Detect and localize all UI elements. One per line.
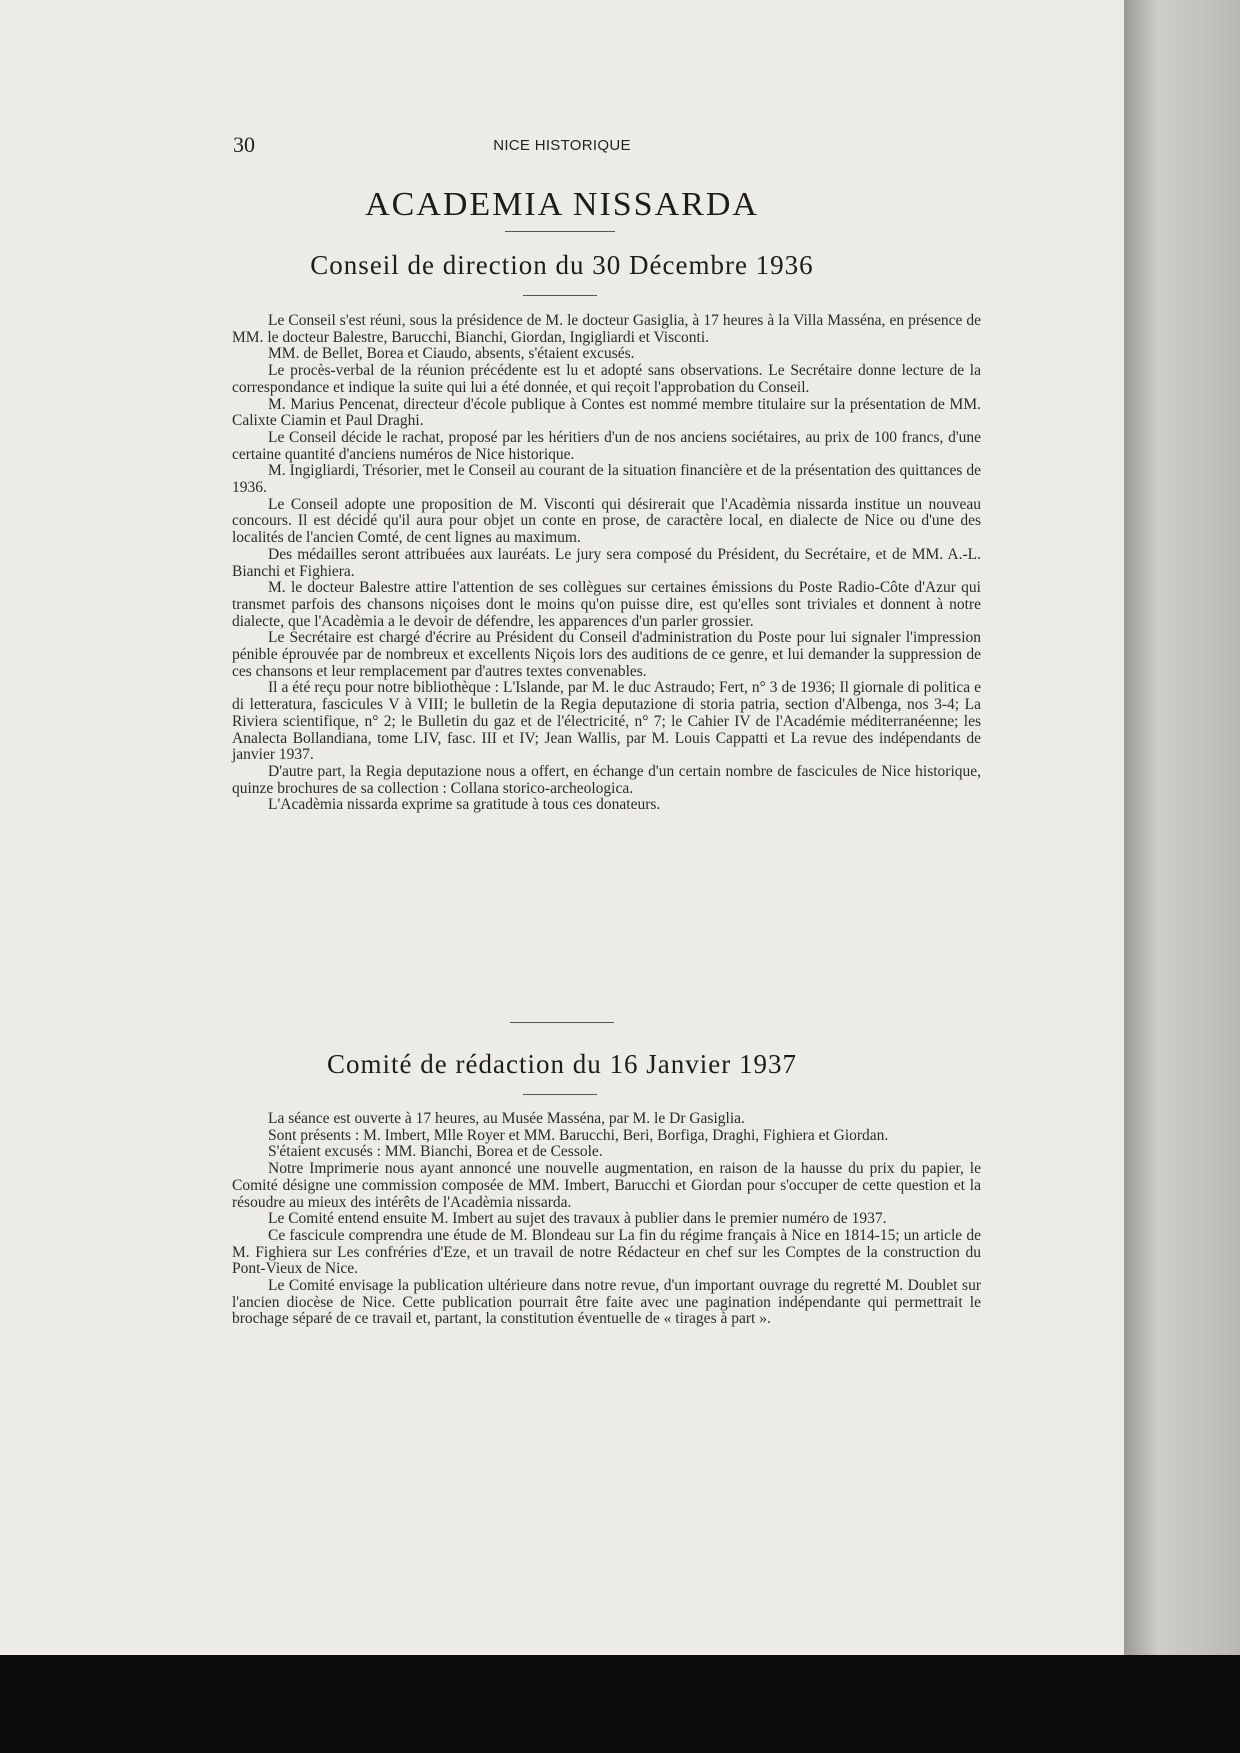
paragraph: MM. de Bellet, Borea et Ciaudo, absents, s'étaient excusés. <box>268 345 635 363</box>
section-title-conseil: Conseil de direction du 30 Décembre 1936 <box>310 250 814 280</box>
paragraph: Le Secrétaire est chargé d'écrire au Président du Conseil d'administration du Poste pour lui signaler l'impression pénible éprouvée par de nombreux et excellents Niçois lors des auditions de ce genre, et lui demander la suppression de ces chansons et leur remplacement par d'autres textes convenables. <box>232 629 981 680</box>
paragraph: Ce fascicule comprendra une étude de M. Blondeau sur La fin du régime français à Nice en 1814-15; un article de M. Fighiera sur Les confréries d'Eze, et un travail de notre Rédacteur en chef sur les Comptes de la construction du Pont-Vieux de Nice. <box>232 1226 981 1278</box>
paragraph: Notre Imprimerie nous ayant annoncé une nouvelle augmentation, en raison de la hausse du prix du papier, le Comité désigne une commission composée de MM. Imbert, Barucchi et Giordan pour s'occuper de cette question et la résoudre au mieux des intérêts de l'Acadèmia nissarda. <box>232 1160 981 1211</box>
paragraph: L'Acadèmia nissarda exprime sa gratitude à tous ces donateurs. <box>268 796 661 814</box>
paragraph: Le Conseil décide le rachat, proposé par les héritiers d'un de nos anciens sociétaires, au prix de 100 francs, d'une certaine quantité d'anciens numéros de Nice historique. <box>232 428 981 463</box>
paragraph: Le Comité envisage la publication ultérieure dans notre revue, d'un important ouvrage du regretté M. Doublet sur l'ancien diocèse de Nice. Cette publication pourrait être faite avec une pagination indépendante qui permettrait le brochage séparé de ce travail et, partant, la constitution éventuelle de « tirages à part ». <box>232 1277 981 1328</box>
section-body-conseil <box>232 313 981 814</box>
paragraph: Des médailles seront attribuées aux lauréats. Le jury sera composé du Président, du Secrétaire, et de MM. A.-L. Bianchi et Fighiera. <box>232 545 981 580</box>
paragraph: M. Ingigliardi, Trésorier, met le Conseil au courant de la situation financière et de la présentation des quittances de 1936. <box>232 462 981 497</box>
paragraph: Il a été reçu pour notre bibliothèque : L'Islande, par M. le duc Astraudo; Fert, n° 3 de 1936; Il giornale di politica e di letteratura, fascicules V à VIII; le bulletin de la Regia deputazione di storia patria, section d'Albenga, nos 3-4; La Riviera scientifique, n° 2; le Bulletin du gaz et de l'électricité, n° 7; le Cahier IV de l'Académie méditerranéenne; les Analecta Bollandiana, tome LIV, fasc. III et IV; Jean Wallis, par M. Louis Cappatti et La revue des indépendants de janvier 1937. <box>232 679 981 764</box>
journal-title: NICE HISTORIQUE <box>493 137 631 154</box>
paragraph: S'étaient excusés : MM. Bianchi, Borea et de Cessole. <box>268 1143 603 1161</box>
title-rule <box>505 231 615 232</box>
section-rule-conseil <box>523 295 597 296</box>
running-head <box>0 132 1124 162</box>
paragraph: Le Conseil adopte une proposition de M. Visconti qui désirerait que l'Acadèmia nissarda institue un nouveau concours. Il est décidé qu'il aura pour objet un conte en prose, de caractère local, en dialecte de Nice ou d'une des localités de l'ancien Comté, de cent lignes au maximum. <box>232 495 981 547</box>
section-body-comite <box>232 1111 981 1328</box>
page-edge-shadow <box>1124 0 1240 1655</box>
paragraph: Le procès-verbal de la réunion précédente est lu et adopté sans observations. Le Secrétaire donne lecture de la correspondance et indique la suite qui lui a été donnée, et qui reçoit l'approbation du Conseil. <box>232 362 981 396</box>
section-separator <box>510 1022 614 1023</box>
paragraph: D'autre part, la Regia deputazione nous a offert, en échange d'un certain nombre de fascicules de Nice historique, quinze brochures de sa collection : Collana storico-archeologica. <box>232 762 981 797</box>
paragraph: M. le docteur Balestre attire l'attention de ses collègues sur certaines émissions du Poste Radio-Côte d'Azur qui transmet parfois des chansons niçoises dont le moins qu'on puisse dire, est qu'elles sont triviales et donnent à notre dialecte, que l'Acadèmia a le devoir de défendre, les apparences d'un parler grossier. <box>232 579 981 630</box>
section-rule-comite <box>523 1094 597 1095</box>
page-title: ACADEMIA NISSARDA <box>365 186 759 223</box>
paragraph: La séance est ouverte à 17 heures, au Musée Masséna, par M. le Dr Gasiglia. <box>268 1110 745 1127</box>
paragraph: Le Comité entend ensuite M. Imbert au sujet des travaux à publier dans le premier numéro de 1937. <box>268 1210 887 1228</box>
paragraph: Le Conseil s'est réuni, sous la présidence de M. le docteur Gasiglia, à 17 heures à la Villa Masséna, en présence de MM. le docteur Balestre, Barucchi, Bianchi, Giordan, Ingigliardi et Visconti. <box>232 312 981 346</box>
section-title-comite: Comité de rédaction du 16 Janvier 1937 <box>327 1049 797 1079</box>
paragraph: Sont présents : M. Imbert, Mlle Royer et MM. Barucchi, Beri, Borfiga, Draghi, Fighiera et Giordan. <box>268 1126 889 1144</box>
scan-background <box>0 1655 1240 1753</box>
paragraph: M. Marius Pencenat, directeur d'école publique à Contes est nommé membre titulaire sur la présentation de MM. Calixte Ciamin et Paul Draghi. <box>232 395 981 430</box>
page-number: 30 <box>233 132 255 157</box>
